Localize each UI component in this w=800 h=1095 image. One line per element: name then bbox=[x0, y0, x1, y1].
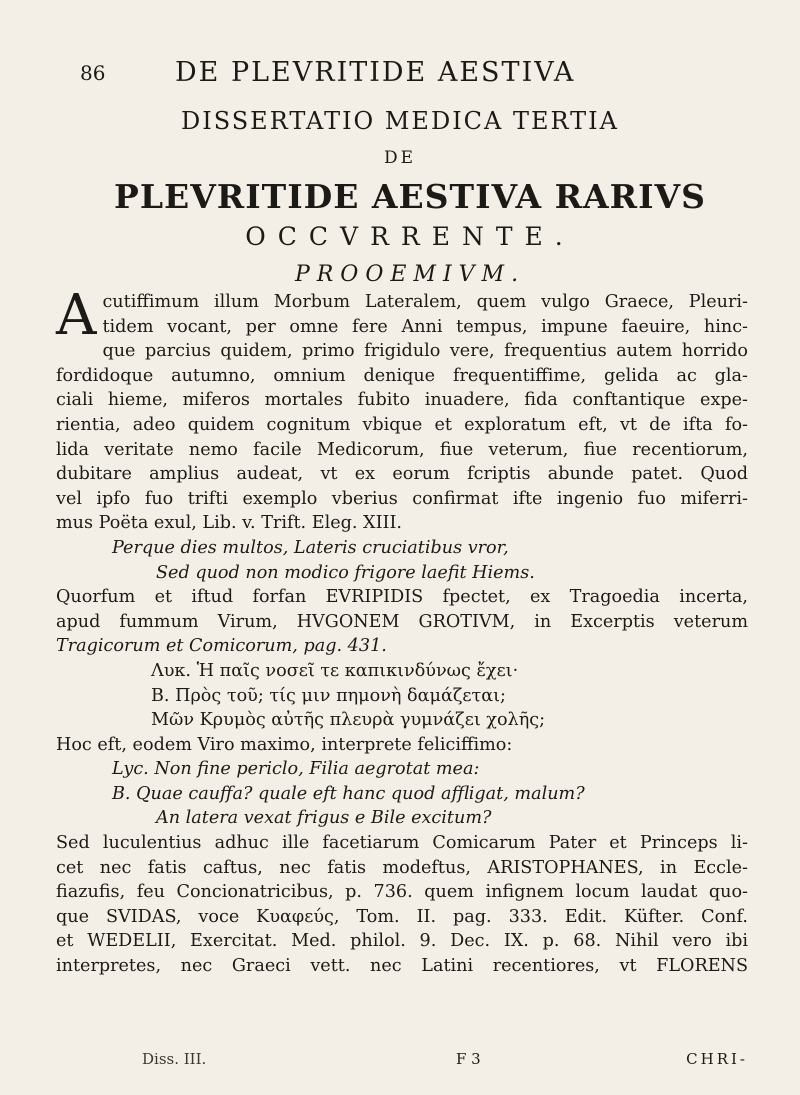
greek-line: Β. Πρὸς τοῦ; τίς μιν πημονὴ δαμάζεται; bbox=[151, 685, 506, 706]
signature-line bbox=[56, 1050, 748, 1076]
text-line: interpretes, nec Graeci vett. nec Latini recentiores, vt FLORENS bbox=[56, 956, 748, 977]
running-head: DE PLEVRITIDE AESTIVA bbox=[175, 57, 576, 88]
text-line: lida veritate nemo facile Medicorum, fiue veterum, fiue recentiorum, bbox=[56, 439, 748, 460]
text-line: vel ipfo fuo trifti exemplo vberius confirmat ifte ingenio fuo miferri- bbox=[56, 488, 748, 509]
page-number: 86 bbox=[80, 61, 106, 85]
text-line: fordidoque autumno, omnium denique frequentiffime, gelida ac gla- bbox=[56, 365, 748, 386]
body-text bbox=[56, 283, 748, 979]
text-line: fiazufis, feu Concionatricibus, p. 736. quem infignem locum laudat quo- bbox=[56, 882, 748, 903]
verse-line: B. Quae cauffa? quale eft hanc quod affligat, malum? bbox=[112, 783, 585, 804]
page-header bbox=[80, 55, 760, 89]
text-line: mus Poëta exul, Lib. v. Trift. Eleg. XIII. bbox=[56, 513, 403, 534]
title-line-3: PLEVRITIDE AESTIVA RARIVS bbox=[114, 177, 706, 216]
verse-line: Lyc. Non fine periclo, Filia aegrotat mea: bbox=[112, 759, 480, 780]
text-line: que SVIDAS, voce Κυαφεύς, Tom. II. pag. 333. Edit. Küfter. Conf. bbox=[56, 906, 748, 927]
title-line-4: OCCVRRENTE. bbox=[245, 222, 575, 251]
text-line: que parcius quidem, primo frigidulo vere, frequentius autem horrido bbox=[102, 341, 748, 362]
signature-mark: F 3 bbox=[456, 1050, 481, 1068]
title-line-1: DISSERTATIO MEDICA TERTIA bbox=[181, 107, 619, 135]
drop-cap: A bbox=[56, 283, 97, 348]
text-line: cutiffimum illum Morbum Lateralem, quem vulgo Graece, Pleuri- bbox=[102, 292, 748, 312]
greek-line: Λυκ. Ἡ παῖς νοσεῖ τε καπικινδύνως ἔχει· bbox=[151, 660, 519, 681]
text-line: dubitare amplius audeat, vt ex eorum fcriptis abunde patet. Quod bbox=[56, 464, 748, 485]
text-line: rientia, adeo quidem cognitum vbique et exploratum eft, vt de ifta fo- bbox=[56, 414, 748, 435]
text-line: Quorfum et iftud forfan EVRIPIDIS fpectet, ex Tragoedia incerta, bbox=[56, 587, 748, 608]
text-line: Hoc eft, eodem Viro maximo, interprete feliciffimo: bbox=[56, 734, 513, 755]
section-heading: PROOEMIVM. bbox=[294, 262, 526, 287]
text-line: apud fummum Virum, HVGONEM GROTIVM, in Excerptis veterum bbox=[56, 611, 748, 632]
text-line: ciali hieme, miferos mortales fubito inuadere, fida conftantique expe- bbox=[56, 390, 748, 411]
text-line: Tragicorum et Comicorum, pag. 431. bbox=[56, 636, 387, 657]
verse-line: An latera vexat frigus e Bile excitum? bbox=[156, 808, 492, 829]
catchword: CHRI- bbox=[686, 1050, 748, 1068]
verse-line: Sed quod non modico frigore laefit Hiems. bbox=[156, 562, 535, 583]
greek-line: Μῶν Κρυμὸς αὐτῆς πλευρὰ γυμνάζει χολῆς; bbox=[151, 710, 546, 731]
text-line: cet nec fatis caftus, nec fatis modeftus, ARISTOPHANES, in Eccle- bbox=[56, 857, 748, 878]
text-line: et WEDELII, Exercitat. Med. philol. 9. Dec. IX. p. 68. Nihil vero ibi bbox=[56, 931, 748, 952]
text-line: tidem vocant, per omne fere Anni tempus, impune faeuire, hinc- bbox=[102, 316, 748, 337]
text-line: Sed luculentius adhuc ille facetiarum Comicarum Pater et Princeps li- bbox=[56, 833, 748, 854]
verse-line: Perque dies multos, Lateris cruciatibus vror, bbox=[112, 537, 509, 558]
signature-left: Diss. III. bbox=[142, 1050, 207, 1068]
title-line-2: DE bbox=[383, 148, 417, 168]
